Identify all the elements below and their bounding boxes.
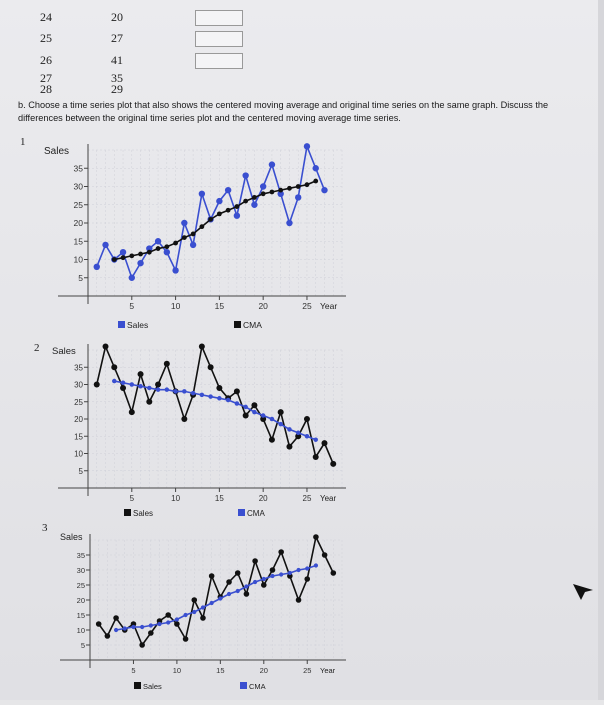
data-point-cma — [175, 617, 179, 621]
x-tick-label: 25 — [303, 666, 312, 675]
data-point-cma — [244, 584, 248, 588]
mouse-cursor-icon — [571, 578, 597, 604]
data-point-sales — [129, 275, 135, 281]
legend-swatch-cma — [234, 321, 241, 328]
data-point-sales — [208, 364, 214, 370]
option-number-1[interactable]: 1 — [20, 136, 26, 148]
data-point-cma — [131, 625, 135, 629]
data-point-cma — [252, 410, 257, 415]
y-tick-label: 30 — [73, 181, 83, 192]
data-point-cma — [166, 620, 170, 624]
data-point-sales — [164, 361, 170, 367]
data-point-sales — [181, 220, 187, 226]
y-tick-label: 20 — [74, 415, 83, 424]
chart-option-3[interactable] — [0, 522, 360, 705]
data-point-sales — [103, 344, 109, 350]
data-point-cma — [288, 571, 292, 575]
y-tick-label: 30 — [76, 566, 85, 575]
data-point-cma — [305, 566, 309, 570]
data-point-cma — [261, 191, 266, 196]
data-point-sales — [304, 416, 310, 422]
data-point-cma — [305, 182, 310, 187]
data-point-sales — [181, 416, 187, 422]
y-axis-label: Sales — [60, 532, 83, 542]
data-point-cma — [201, 605, 205, 609]
legend-swatch-sales — [118, 321, 125, 328]
data-point-sales — [235, 570, 241, 576]
data-point-sales — [199, 191, 205, 197]
data-point-cma — [121, 255, 126, 260]
data-point-cma — [191, 232, 196, 237]
data-point-cma — [279, 572, 283, 576]
data-point-cma — [123, 626, 127, 630]
legend-label-cma: CMA — [243, 320, 262, 330]
data-point-cma — [129, 253, 134, 258]
chart-svg — [0, 338, 360, 528]
data-point-cma — [147, 386, 152, 391]
chart-option-1[interactable] — [0, 140, 360, 345]
data-point-cma — [199, 224, 204, 229]
data-point-sales — [322, 552, 328, 558]
data-point-sales — [313, 165, 319, 171]
table-cell-y: 41 — [111, 53, 123, 67]
table-cell-t: 25 — [40, 31, 52, 45]
y-tick-label: 35 — [73, 163, 83, 174]
data-point-sales — [94, 264, 100, 270]
series-line-sales — [97, 347, 333, 464]
question-text: b. Choose a time series plot that also shows the centered moving average and original time series on the same graph. Discuss the differences between the original time series plot and the centered moving average time series. — [18, 100, 549, 123]
data-point-sales — [216, 198, 222, 204]
data-point-cma — [261, 413, 266, 418]
y-tick-label: 5 — [78, 466, 83, 476]
legend-label-sales: Sales — [143, 682, 162, 691]
data-point-cma — [226, 208, 231, 213]
data-point-cma — [243, 199, 248, 204]
data-point-sales — [260, 183, 266, 189]
legend-label-sales: Sales — [127, 320, 149, 330]
data-point-cma — [156, 246, 161, 251]
data-point-sales — [138, 371, 144, 377]
data-point-sales — [155, 382, 161, 388]
data-point-cma — [278, 188, 283, 193]
data-point-cma — [140, 625, 144, 629]
data-point-sales — [105, 633, 111, 639]
data-point-sales — [330, 461, 336, 467]
legend-label-cma: CMA — [247, 509, 265, 518]
x-tick-label: 5 — [129, 301, 135, 311]
y-axis-label: Sales — [52, 346, 76, 357]
y-tick-label: 15 — [76, 611, 85, 620]
y-tick-label: 15 — [74, 432, 83, 442]
data-point-sales — [295, 194, 301, 200]
data-point-cma — [234, 204, 239, 209]
table-cell-t: 28 — [40, 82, 52, 96]
table-cell-y: 27 — [111, 31, 123, 45]
data-point-cma — [296, 568, 300, 572]
table-cell-t: 24 — [40, 10, 52, 24]
data-point-cma — [253, 580, 257, 584]
data-point-sales — [304, 143, 310, 149]
table-cell-t: 26 — [40, 53, 52, 67]
data-point-cma — [138, 384, 143, 389]
scrollbar[interactable] — [598, 0, 604, 700]
table-cell-y: 35 — [111, 71, 123, 85]
data-point-cma — [210, 601, 214, 605]
data-point-sales — [120, 385, 126, 391]
data-point-cma — [287, 427, 292, 432]
data-point-sales — [183, 636, 189, 642]
data-point-sales — [251, 202, 257, 208]
forecast-input-24[interactable] — [195, 10, 243, 26]
x-axis-label: Year — [320, 494, 337, 503]
data-point-cma — [156, 387, 161, 392]
table-cell-y: 29 — [111, 82, 123, 96]
chart-svg — [0, 522, 360, 700]
data-point-sales — [148, 630, 154, 636]
y-axis-label: Sales — [44, 146, 70, 157]
data-point-sales — [129, 409, 135, 415]
legend-swatch-cma — [240, 682, 247, 689]
data-point-cma — [182, 235, 187, 240]
grid — [88, 350, 342, 488]
chart-option-2[interactable] — [0, 338, 360, 533]
x-tick-label: 25 — [302, 494, 312, 503]
data-point-sales — [165, 612, 171, 618]
data-point-sales — [270, 567, 276, 573]
y-tick-label: 35 — [76, 551, 85, 560]
forecast-input-25[interactable] — [195, 31, 243, 47]
data-point-cma — [200, 393, 205, 398]
data-point-sales — [269, 161, 275, 167]
data-point-cma — [217, 211, 222, 216]
x-tick-label: 5 — [131, 666, 136, 675]
data-point-cma — [157, 622, 161, 626]
legend-label-sales: Sales — [133, 509, 154, 518]
table-cell-y: 20 — [111, 10, 123, 24]
data-point-cma — [112, 379, 117, 384]
data-point-cma — [183, 613, 187, 617]
data-point-cma — [252, 195, 257, 200]
x-tick-label: 10 — [172, 666, 182, 675]
data-point-sales — [139, 642, 145, 648]
data-point-sales — [113, 615, 119, 621]
data-point-sales — [200, 615, 206, 621]
x-tick-label: 10 — [171, 494, 181, 503]
x-tick-label: 15 — [216, 666, 225, 675]
data-point-cma — [270, 190, 275, 195]
data-point-sales — [172, 267, 178, 273]
x-tick-label: 10 — [170, 301, 181, 311]
data-point-sales — [304, 576, 310, 582]
data-point-sales — [209, 573, 215, 579]
data-point-cma — [147, 250, 152, 255]
data-point-sales — [190, 242, 196, 248]
data-point-cma — [112, 257, 117, 262]
data-point-sales — [234, 388, 240, 394]
data-point-cma — [121, 381, 126, 386]
data-point-sales — [286, 444, 292, 450]
legend-label-cma: CMA — [249, 682, 266, 691]
data-point-sales — [313, 454, 319, 460]
y-tick-label: 20 — [73, 218, 83, 228]
data-point-cma — [218, 596, 222, 600]
data-point-sales — [216, 385, 222, 391]
data-point-sales — [164, 249, 170, 255]
data-point-cma — [314, 563, 318, 567]
data-point-sales — [137, 260, 143, 266]
x-tick-label: 5 — [129, 494, 135, 503]
x-axis-label: Year — [320, 666, 336, 675]
option-number-2[interactable]: 2 — [34, 342, 40, 354]
data-point-cma — [173, 389, 178, 394]
data-point-sales — [146, 399, 152, 405]
data-point-sales — [331, 570, 337, 576]
data-point-cma — [208, 394, 213, 399]
grid — [88, 150, 342, 296]
data-point-cma — [243, 405, 248, 410]
data-point-cma — [149, 623, 153, 627]
data-point-sales — [94, 382, 100, 388]
data-point-sales — [96, 621, 102, 627]
data-point-cma — [270, 417, 275, 422]
data-point-sales — [261, 582, 267, 588]
y-tick-label: 30 — [74, 380, 83, 390]
data-point-cma — [217, 396, 222, 401]
data-point-cma — [313, 179, 318, 184]
data-point-sales — [296, 597, 302, 603]
data-point-cma — [227, 592, 231, 596]
data-point-sales — [278, 409, 284, 415]
data-point-cma — [270, 574, 274, 578]
data-point-cma — [208, 217, 213, 222]
data-point-cma — [235, 401, 240, 406]
data-point-cma — [262, 577, 266, 581]
data-point-cma — [182, 389, 187, 394]
y-tick-label: 25 — [76, 581, 85, 590]
forecast-input-26[interactable] — [195, 53, 243, 69]
data-point-cma — [305, 434, 310, 439]
data-point-sales — [225, 187, 231, 193]
y-tick-label: 15 — [73, 236, 83, 247]
data-point-sales — [155, 238, 161, 244]
data-point-sales — [199, 344, 205, 350]
data-point-sales — [286, 220, 292, 226]
data-point-sales — [252, 558, 258, 564]
x-tick-label: 15 — [214, 494, 224, 503]
x-axis-label: Year — [320, 301, 338, 311]
x-tick-label: 20 — [258, 301, 268, 311]
series-line-cma — [114, 181, 315, 259]
data-point-cma — [138, 252, 143, 257]
data-point-cma — [191, 391, 196, 396]
x-tick-label: 15 — [214, 301, 225, 311]
data-point-cma — [226, 398, 231, 403]
data-point-sales — [226, 579, 232, 585]
data-point-sales — [242, 172, 248, 178]
data-point-sales — [313, 534, 319, 540]
y-tick-label: 25 — [74, 397, 83, 407]
chart-svg — [0, 140, 360, 340]
data-point-cma — [296, 431, 301, 436]
data-point-cma — [192, 610, 196, 614]
x-tick-label: 20 — [258, 494, 268, 503]
data-point-cma — [164, 244, 169, 249]
data-point-cma — [114, 628, 118, 632]
data-point-sales — [244, 591, 250, 597]
y-tick-label: 10 — [76, 626, 85, 635]
series-line-cma — [116, 566, 316, 631]
data-point-sales — [111, 364, 117, 370]
data-point-cma — [313, 437, 318, 442]
data-point-cma — [130, 382, 135, 387]
x-tick-label: 20 — [259, 666, 268, 675]
data-point-sales — [321, 440, 327, 446]
data-point-sales — [278, 549, 284, 555]
data-point-sales — [102, 242, 108, 248]
data-point-sales — [174, 621, 180, 627]
x-tick-label: 25 — [302, 301, 312, 311]
y-tick-label: 5 — [78, 272, 83, 283]
data-point-cma — [165, 387, 170, 392]
y-tick-label: 10 — [73, 254, 83, 265]
y-tick-label: 25 — [73, 199, 83, 210]
y-tick-label: 10 — [74, 449, 83, 459]
data-point-cma — [278, 422, 283, 427]
data-point-sales — [269, 437, 275, 443]
y-tick-label: 35 — [74, 363, 83, 373]
data-point-sales — [321, 187, 327, 193]
option-number-3[interactable]: 3 — [42, 522, 48, 534]
data-point-sales — [120, 249, 126, 255]
legend-swatch-sales — [134, 682, 141, 689]
data-point-sales — [243, 413, 249, 419]
legend-swatch-cma — [238, 509, 245, 516]
y-tick-label: 5 — [80, 641, 85, 650]
data-point-sales — [251, 402, 257, 408]
data-point-sales — [234, 213, 240, 219]
data-point-cma — [236, 589, 240, 593]
data-point-cma — [287, 186, 292, 191]
data-point-cma — [296, 184, 301, 189]
data-point-cma — [173, 241, 178, 246]
data-point-sales — [191, 597, 197, 603]
legend-swatch-sales — [124, 509, 131, 516]
table-cell-t: 27 — [40, 71, 52, 85]
y-tick-label: 20 — [76, 596, 85, 605]
